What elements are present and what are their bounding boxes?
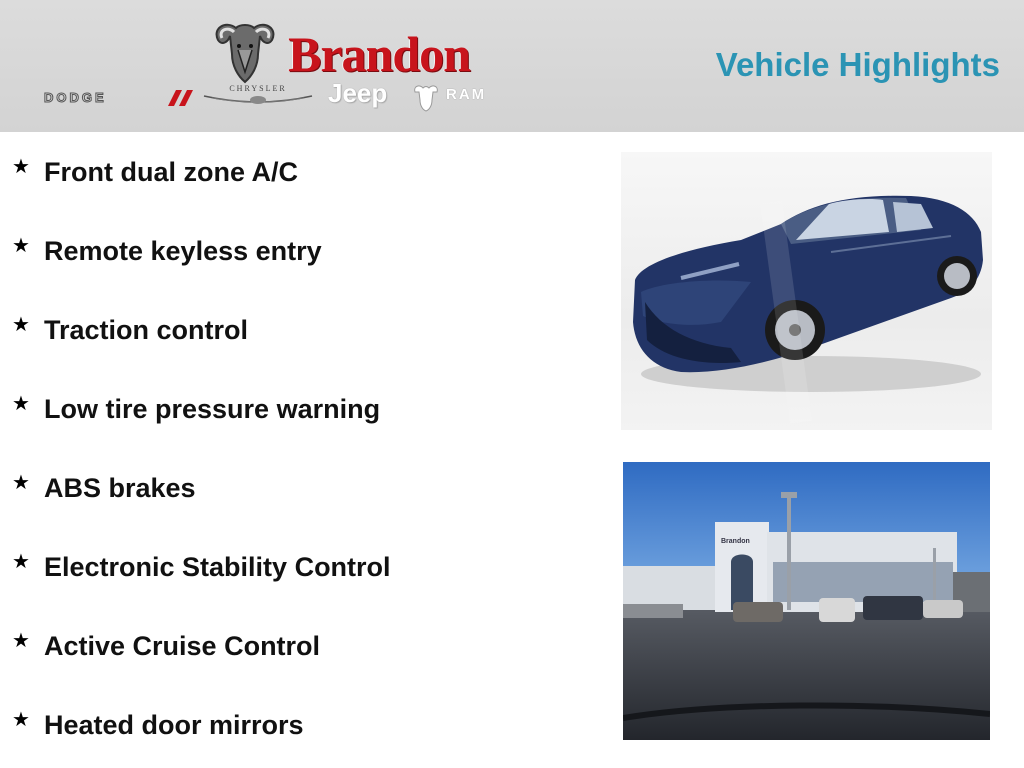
dodge-stripes-icon <box>168 88 194 108</box>
ram-logo: RAM <box>446 86 487 103</box>
feature-item <box>12 231 322 271</box>
dealership-sign: Brandon <box>721 538 750 545</box>
chrysler-logo: CHRYSLER <box>229 84 287 93</box>
star-icon: ★ <box>12 234 30 257</box>
star-icon: ★ <box>12 392 30 415</box>
feature-label: Traction control <box>44 314 249 345</box>
feature-item <box>12 152 298 192</box>
star-icon: ★ <box>12 629 30 652</box>
feature-item <box>12 705 304 745</box>
brand-logos <box>40 80 530 116</box>
star-icon: ★ <box>12 313 30 336</box>
dealership-photo[interactable] <box>623 462 990 740</box>
vehicle-photo[interactable] <box>621 152 992 430</box>
star-icon: ★ <box>12 550 30 573</box>
jeep-logo: Jeep <box>328 78 388 108</box>
feature-item <box>12 310 248 350</box>
star-icon: ★ <box>12 708 30 731</box>
feature-item <box>12 547 391 587</box>
feature-label: Low tire pressure warning <box>44 393 381 424</box>
feature-item <box>12 468 196 508</box>
star-icon: ★ <box>12 155 30 178</box>
feature-label: ABS brakes <box>44 472 196 503</box>
ram-small-icon <box>412 84 440 112</box>
feature-item <box>12 626 320 666</box>
feature-label: Electronic Stability Control <box>44 551 391 582</box>
page-header <box>0 0 1024 132</box>
star-icon: ★ <box>12 471 30 494</box>
chrysler-wings-icon <box>202 92 314 106</box>
ram-head-icon <box>210 20 280 84</box>
dealer-logo[interactable] <box>40 18 530 118</box>
page-title: Vehicle Highlights <box>715 46 1000 83</box>
feature-label: Heated door mirrors <box>44 709 304 740</box>
dodge-logo: DODGE <box>44 90 107 105</box>
feature-label: Active Cruise Control <box>44 630 321 661</box>
feature-label: Front dual zone A/C <box>44 156 298 187</box>
dealer-name: Brandon <box>288 26 470 82</box>
feature-item <box>12 389 380 429</box>
feature-label: Remote keyless entry <box>44 235 322 266</box>
